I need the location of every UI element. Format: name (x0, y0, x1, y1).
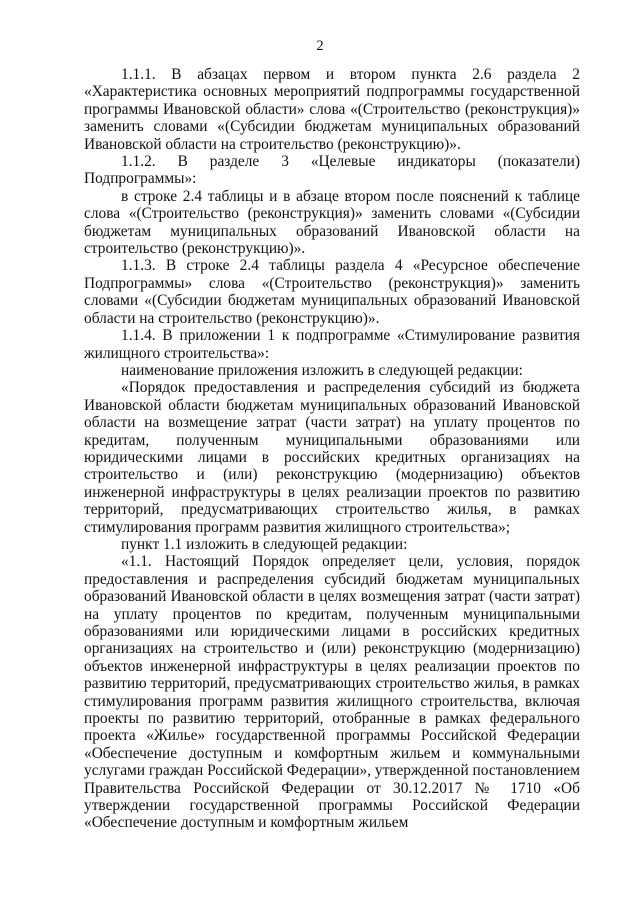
paragraph-1-1-3: 1.1.3. В строке 2.4 таблицы раздела 4 «Ресурсное обеспечение Подпрограммы» слова «(Строительство (реконструкция)» заменить словами «(Субсидии бюджетам муниципальных образований Ивановской области на строительство (реконструкцию)». (84, 257, 580, 327)
paragraph-1-1-4: 1.1.4. В приложении 1 к подпрограмме «Стимулирование развития жилищного строительства»: (84, 327, 580, 362)
paragraph-item-1-1-intro: пункт 1.1 изложить в следующей редакции: (121, 535, 408, 553)
paragraph-row-2-4: в строке 2.4 таблицы и в абзаце втором после пояснений к таблице слова «(Строительство (реконструкция)» заменить словами «(Субсидии бюджетам муниципальных образований Ивановской области на строительство (реконструкцию)». (84, 187, 580, 258)
paragraph-1-1-2: 1.1.2. В разделе 3 «Целевые индикаторы (показатели) Подпрограммы»: (84, 153, 580, 188)
paragraph-1-1-1: 1.1.1. В абзацах первом и втором пункта 2.6 раздела 2 «Характеристика основных мероприятий подпрограммы государственной программы Ивановской области» слова «(Строительство (реконструкция)» заменить словами «(Субсидии бюджетам муниципальных образований Ивановской области на строительство (реконструкцию)». (84, 66, 580, 153)
paragraph-appendix-title: «Порядок предоставления и распределения субсидий из бюджета Ивановской области бюджетам муниципальных образований Ивановской области на возмещение затрат (части затрат) на уплату процентов по кредитам, полученным муниципальными образованиями или юридическими лицами в российских кредитных организациях на строительство и (или) реконструкцию (модернизацию) объектов инженерной инфраструктуры в целях реализации проектов по развитию территорий, предусматривающих строительство жилья, в рамках стимулирования программ развития жилищного строительства»; (84, 379, 580, 536)
paragraph-appendix-title-intro: наименование приложения изложить в следующей редакции: (121, 361, 523, 379)
page-number: 2 (316, 38, 324, 54)
paragraph-item-1-1: «1.1. Настоящий Порядок определяет цели, условия, порядок предоставления и распределения субсидий бюджетам муниципальных образований Ивановской области в целях возмещения затрат (части затрат) на уплату процентов по кредитам, полученным муниципальными образованиями или юридическими лицами в российских кредитных организациях на строительство и (или) реконструкцию (модернизацию) объектов инженерной инфраструктуры в целях реализации проектов по развитию территорий, предусматривающих строительство жилья, в рамках стимулирования программ развития жилищного строительства, включая проекты по развитию территорий, отобранные в рамках федерального проекта «Жилье» государственной программы Российской Федерации «Обеспечение доступным и комфортным жильем и коммунальными услугами граждан Российской Федерации», утвержденной постановлением Правительства Российской Федерации от 30.12.2017 № 1710 «Об утверждении государственной программы Российской Федерации «Обеспечение доступным и комфортным жильем (84, 553, 580, 832)
document-body (84, 66, 580, 832)
